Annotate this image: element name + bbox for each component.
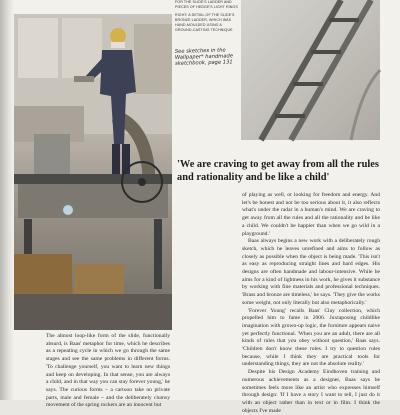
workshop-photo — [14, 14, 172, 330]
body-column-right — [242, 192, 380, 415]
paragraph: Baas always begins a new work with a deliberately rough sketch, which he leaves unrefined and aims to follow as closely as possible when the object is being made. 'This isn't as easy as reproducing straight lines and hard edges. His designs are often handmade and labour-intensive. While he aims for a kind of lightness in his work, he gives it substance by working with fine materials and professional techniques. 'Brass and bronze are timeless,' he says. 'They give the works some weight, not only literally but also metaphorically.' — [242, 238, 380, 306]
page-gutter-shadow — [0, 0, 14, 400]
ladder-detail-photo — [241, 0, 380, 140]
body-column-left: The almost loop-like form of the slide, functionally absurd, is Baas' metaphor for time, which he describes as a repeating cycle in which we go through the same stages and see the same problems in different forms. 'To challenge yourself, you want to learn new things and keep on developing. In that sense, you are always a child, and in that way you can stay forever young,' he says. The curious forms – a cartoon take on private parts, male and female – and the deliberately clumsy movement of the spring rockers are an innocent but — [46, 333, 170, 409]
paragraph: 'Forever Young' recalls Baas' Clay collection, which propelled him to fame in 2006. Juxtaposing childlike imagination with grown-up logic, the furniture appears naive yet perfectly functional. 'When you are an adult, there are all kinds of rules that you obey without question,' Baas says. 'Children don't know these rules. I try to question rules because, while I think they are practical tools for understanding things, they are not the absolute reality.' — [242, 307, 380, 368]
caption-top: FOR THE SLIDE'S LADDER AND PIECES OF HEDGE'S LIGHT RINGS — [175, 0, 238, 9]
photo-caption — [175, 0, 239, 36]
pull-quote-headline: 'We are craving to get away from all the rules and rationality and be like a child' — [177, 159, 379, 183]
handwritten-note: See sketches in the Wallpaper* handmade sketchbook, page 131 — [174, 47, 234, 68]
workshop-illustration — [14, 14, 172, 330]
ladder-illustration — [241, 0, 380, 140]
paragraph: of playing as well, or looking for freedom and energy. And let's be honest and not be too serious about it, it also reflects what's under the radar in a human's mind. We are craving to get away from all the rules and all the rationality and be like a child. We couldn't be happier than when we go wild in a playground.' — [242, 192, 380, 237]
caption-right: RIGHT: A DETAIL OF THE SLIDE'S BRONZE LADDER, WHICH WAS HAND-MOULDED USING A GROUND-CASTING TECHNIQUE — [175, 13, 235, 32]
paragraph: Despite his Design Academy Eindhoven training and numerous achievements as a designer, Baas says he sometimes feels more like an artist who expresses himself through design: 'If I have a story I want to tell, I just do it with an object rather than in text or in film. I think the objects I've made — [242, 369, 380, 414]
